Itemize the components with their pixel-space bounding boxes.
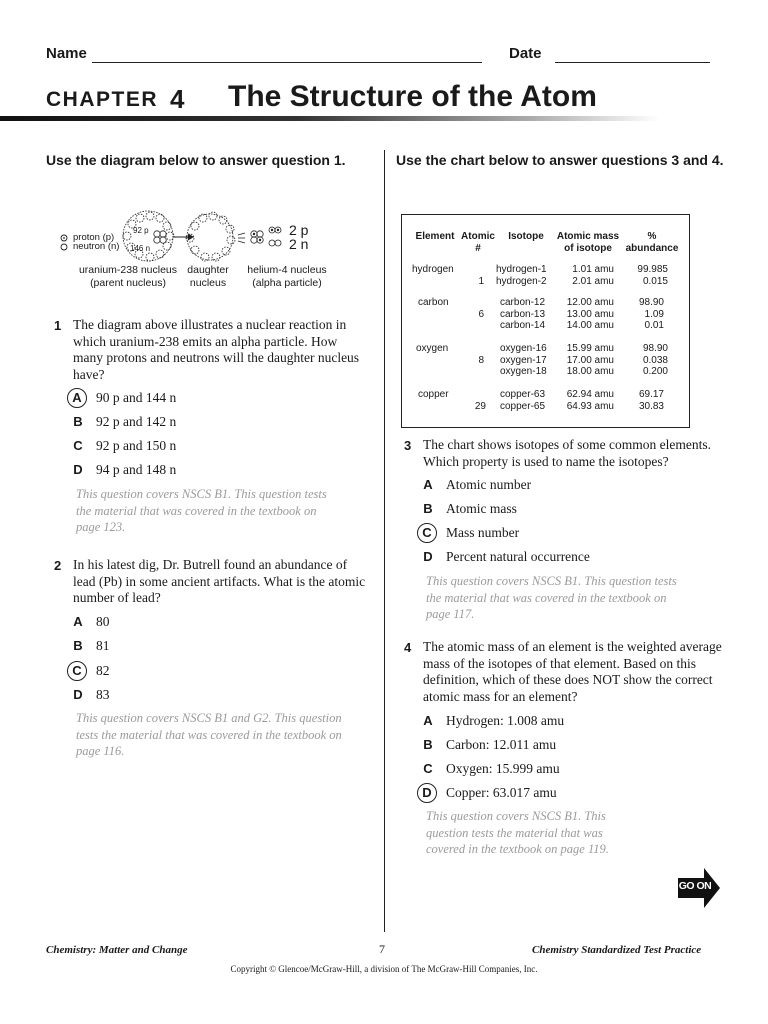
daughter-caption: daughter nucleus — [187, 264, 229, 289]
table-header: Atomic # — [461, 231, 495, 254]
question-text: The chart shows isotopes of some common elements. Which property is used to name the isotopes? — [423, 437, 711, 469]
table-cell: hydrogen — [412, 264, 454, 275]
alpha-neutrons-text: 2 n — [289, 236, 309, 252]
footer-book-title: Chemistry: Matter and Change — [46, 944, 188, 956]
motion-lines-icon — [238, 233, 245, 243]
daughter-nucleus-icon — [186, 212, 235, 261]
column-divider — [384, 150, 385, 932]
chapter-label: CHAPTER — [46, 88, 159, 111]
name-label: Name — [46, 45, 87, 62]
nuclear-reaction-diagram — [60, 208, 340, 288]
table-header: % abundance — [625, 231, 679, 254]
copyright: Copyright © Glencoe/McGraw-Hill, a division of The McGraw-Hill Companies, Inc. — [230, 964, 538, 974]
legend-proton-text: proton (p) — [73, 232, 115, 243]
proton-legend-icon — [61, 235, 67, 241]
question-text: The diagram above illustrates a nuclear reaction in which uranium-238 emits an alpha particle. How many protons and neutrons will the daughter nucleus have? — [73, 317, 360, 382]
table-cell: hydrogen-1 hydrogen-2 — [496, 264, 547, 287]
question-note: This question covers NSCS B1. This question tests the material that was covered in the textbook on page 123. — [76, 487, 327, 534]
chapter-number: 4 — [170, 84, 185, 114]
question-number: 3 — [404, 438, 412, 453]
table-cell: 69.17 30.83 — [638, 389, 664, 412]
table-cell: 98.90 1.09 0.01 — [638, 297, 664, 331]
table-cell: oxygen — [416, 343, 449, 354]
go-on-arrow-icon — [678, 866, 722, 910]
table-cell: 1.01 amu 2.01 amu — [572, 264, 614, 287]
parent-caption: uranium-238 nucleus (parent nucleus) — [78, 264, 178, 289]
question-note: This question covers NSCS B1 and G2. This question tests the material that was covered in the textbook on page 116. — [76, 711, 342, 758]
table-header: Isotope — [508, 231, 544, 242]
alpha-protons-text: 2 p — [289, 222, 309, 238]
go-on-label: GO ON — [678, 880, 712, 892]
answer-circle: C — [67, 661, 87, 681]
table-header: Atomic mass of isotope — [556, 231, 620, 254]
footer-series-title: Chemistry Standardized Test Practice — [532, 944, 702, 956]
table-cell: 8 — [478, 355, 484, 366]
alpha-particle-icon — [251, 231, 263, 243]
table-cell: 6 — [478, 309, 484, 320]
table-header: Element — [415, 231, 455, 242]
alpha-caption: helium-4 nucleus (alpha particle) — [247, 264, 327, 289]
table-cell: carbon — [418, 297, 449, 308]
page-title: The Structure of the Atom — [228, 80, 597, 113]
alpha-p-icon — [269, 227, 281, 233]
parent-nucleus-icon — [123, 211, 174, 261]
isotope-table — [401, 214, 690, 428]
alpha-n-icon — [269, 240, 281, 246]
question-text: In his latest dig, Dr. Butrell found an abundance of lead (Pb) in some ancient artifacts. What is the atomic number of lead? — [73, 557, 366, 605]
table-cell: 12.00 amu 13.00 amu 14.00 amu — [566, 297, 614, 331]
nucleus-protons-text: 92 p — [133, 226, 149, 235]
answer-circle: A — [67, 388, 87, 408]
table-cell: carbon-12 carbon-13 carbon-14 — [500, 297, 546, 331]
table-cell: 15.99 amu 17.00 amu 18.00 amu — [566, 343, 614, 377]
question-note: This question covers NSCS B1. This question tests the material that was covered in the textbook on page 119. — [426, 809, 609, 856]
table-cell: 99.985 0.015 — [637, 264, 668, 287]
answer-circle: C — [417, 523, 437, 543]
table-cell: 29 — [474, 401, 486, 412]
question-number: 4 — [404, 640, 412, 655]
name-field[interactable] — [92, 62, 482, 63]
table-cell: oxygen-16 oxygen-17 oxygen-18 — [500, 343, 547, 377]
left-instruction: Use the diagram below to answer question 1. — [46, 152, 346, 168]
question-number: 1 — [54, 318, 62, 333]
date-label: Date — [509, 45, 542, 62]
page-number: 7 — [379, 942, 385, 956]
date-field[interactable] — [555, 62, 710, 63]
nucleus-neutrons-text: 146 n — [130, 244, 151, 253]
legend-neutron-text: neutron (n) — [73, 241, 120, 252]
table-cell: copper — [418, 389, 449, 400]
neutron-legend-icon — [61, 244, 67, 250]
right-instruction: Use the chart below to answer questions 3 and 4. — [396, 152, 724, 168]
table-cell: 1 — [478, 276, 484, 287]
header-rule — [0, 116, 660, 121]
question-number: 2 — [54, 558, 62, 573]
table-cell: copper-63 copper-65 — [500, 389, 546, 412]
question-text: The atomic mass of an element is the weighted average mass of the isotopes of that element. Based on this definition, which of these does NOT show the correct atomic mass for an element? — [423, 639, 722, 704]
answer-circle: D — [417, 783, 437, 803]
question-note: This question covers NSCS B1. This question tests the material that was covered in the textbook on page 117. — [426, 574, 677, 621]
table-cell: 98.90 0.038 0.200 — [642, 343, 668, 377]
table-cell: 62.94 amu 64.93 amu — [566, 389, 614, 412]
